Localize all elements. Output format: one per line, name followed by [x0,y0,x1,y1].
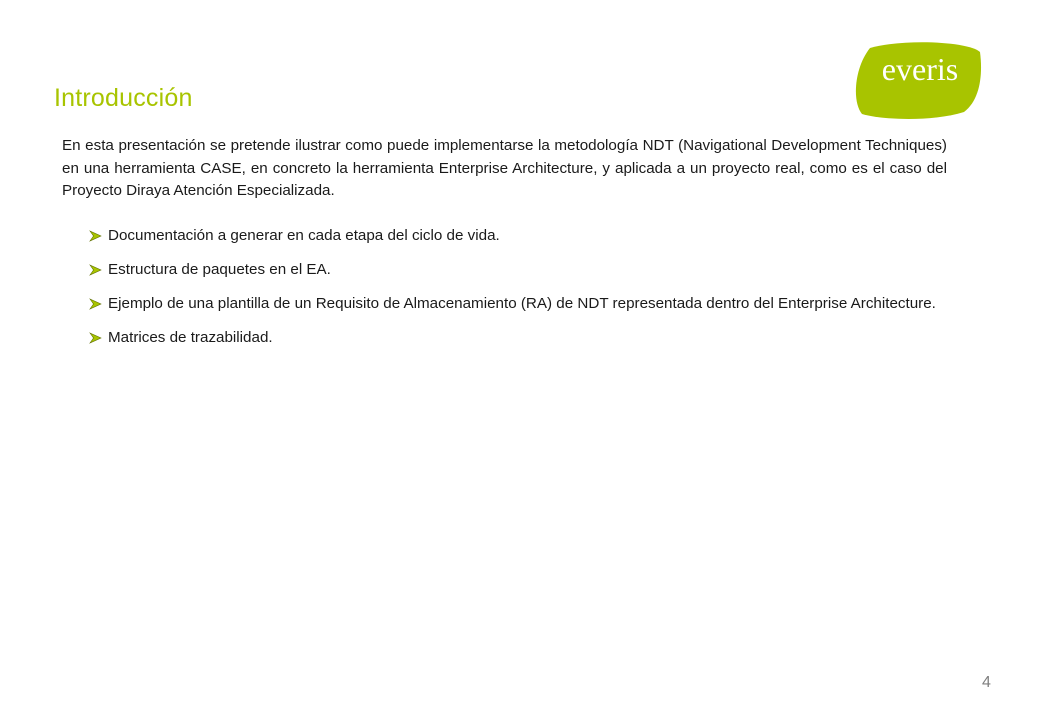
bullet-text: Matrices de trazabilidad. [108,329,273,346]
bullet-item [89,326,957,349]
bullet-item [89,258,957,281]
bullet-text: Ejemplo de una plantilla de un Requisito de Almacenamiento (RA) de NDT representada dentro del Enterprise Architecture. [108,295,936,312]
bullet-item [89,292,957,315]
arrowhead-bullet-icon [89,230,102,242]
bullet-item [89,224,957,247]
everis-logo [852,40,982,120]
slide-title: Introducción [54,84,193,112]
everis-logo-shape [852,40,982,120]
bullet-text: Estructura de paquetes en el EA. [108,261,331,278]
logo-text: everis [881,51,959,87]
arrowhead-bullet-icon [89,332,102,344]
arrowhead-bullet-icon [89,298,102,310]
intro-paragraph: En esta presentación se pretende ilustrar como puede implementarse la metodología NDT (Navigational Development Techniques) en una herramienta CASE, en concreto la herramienta Enterprise Architecture, y aplicada a un proyecto real, como es el caso del Proyecto Diraya Atención Especializada. [62,137,947,199]
arrowhead-bullet-icon [89,264,102,276]
bullet-text: Documentación a generar en cada etapa del ciclo de vida. [108,227,500,244]
bullet-list [89,224,957,349]
page-number: 4 [982,674,991,691]
